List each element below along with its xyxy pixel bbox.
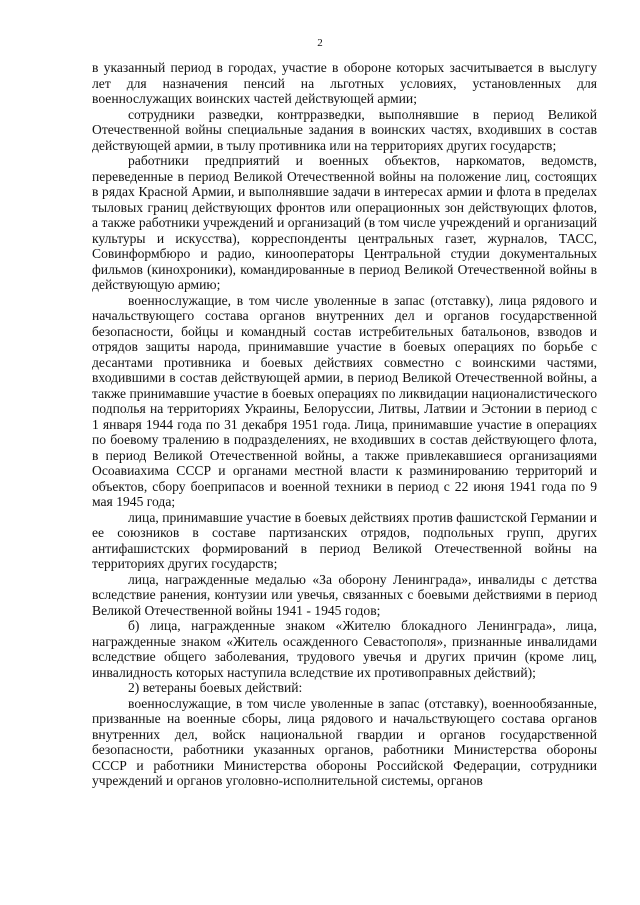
paragraph-3: работники предприятий и военных объектов, наркоматов, ведомств, переведенные в период Великой Отечественной войны на положение лиц, состоящих в рядах Красной Армии, и выполнявшие задачи в интересах армии и флота в пределах тыловых границ действующих фронтов или операционных зон действующих флотов, а также работники учреждений и организаций (в том числе учреждений и организаций культуры и искусства), корреспонденты центральных газет, журналов, ТАСС, Совинформбюро и радио, кинооператоры Центральной студии документальных фильмов (кинохроники), командированные в период Великой Отечественной войны в действующую армию; [92, 153, 597, 292]
paragraph-5: лица, принимавшие участие в боевых действиях против фашистской Германии и ее союзников в составе партизанских отрядов, подпольных групп, других антифашистских формирований в период Великой Отечественной войны на территориях других государств; [92, 509, 597, 571]
paragraph-7: б) лица, награжденные знаком «Жителю блокадного Ленинграда», лица, награжденные знаком «Житель осажденного Севастополя», признанные инвалидами вследствие общего заболевания, трудового увечья и других причин (кроме лиц, инвалидность которых наступила вследствие их противоправных действий); [92, 618, 597, 680]
paragraph-1: в указанный период в городах, участие в обороне которых засчитывается в выслугу лет для назначения пенсий на льготных условиях, установленных для военнослужащих воинских частей действующей армии; [92, 60, 597, 106]
paragraph-4: военнослужащие, в том числе уволенные в запас (отставку), лица рядового и начальствующего состава органов внутренних дел и органов государственной безопасности, бойцы и командный состав истребительных батальонов, взводов и отрядов защиты народа, принимавшие участие в боевых операциях по борьбе с десантами противника и боевых действиях совместно с воинскими частями, входившими в состав действующей армии, в период Великой Отечественной войны, а также принимавшие участие в боевых операциях по ликвидации националистического подполья на территориях Украины, Белоруссии, Литвы, Латвии и Эстонии в период с 1 января 1944 года по 31 декабря 1951 года. Лица, принимавшие участие в операциях по боевому тралению в подразделениях, не входивших в состав действующего флота, в период Великой Отечественной войны, а также привлекавшиеся организациями Осоавиахима СССР и органами местной власти к разминированию территорий и объектов, сбору боеприпасов и военной техники в период с 22 июня 1941 года по 9 мая 1945 года; [92, 292, 597, 509]
page-number: 2 [317, 37, 323, 49]
document-body [92, 60, 597, 789]
paragraph-6: лица, награжденные медалью «За оборону Ленинграда», инвалиды с детства вследствие ранения, контузии или увечья, связанных с боевыми действиями в период Великой Отечественной войны 1941 - 1945 годов; [92, 571, 597, 618]
paragraph-8: 2) ветераны боевых действий: [128, 680, 303, 695]
paragraph-2: сотрудники разведки, контрразведки, выполнявшие в период Великой Отечественной войны специальные задания в воинских частях, входивших в состав действующей армии, в тылу противника или на территориях других государств; [92, 106, 597, 153]
paragraph-9: военнослужащие, в том числе уволенные в запас (отставку), военнообязанные, призванные на военные сборы, лица рядового и начальствующего состава органов внутренних дел, войск национальной гвардии и органов государственной безопасности, работники указанных органов, работники Министерства обороны СССР и работники Министерства обороны Российской Федерации, сотрудники учреждений и органов уголовно-исполнительной системы, органов [92, 695, 597, 788]
